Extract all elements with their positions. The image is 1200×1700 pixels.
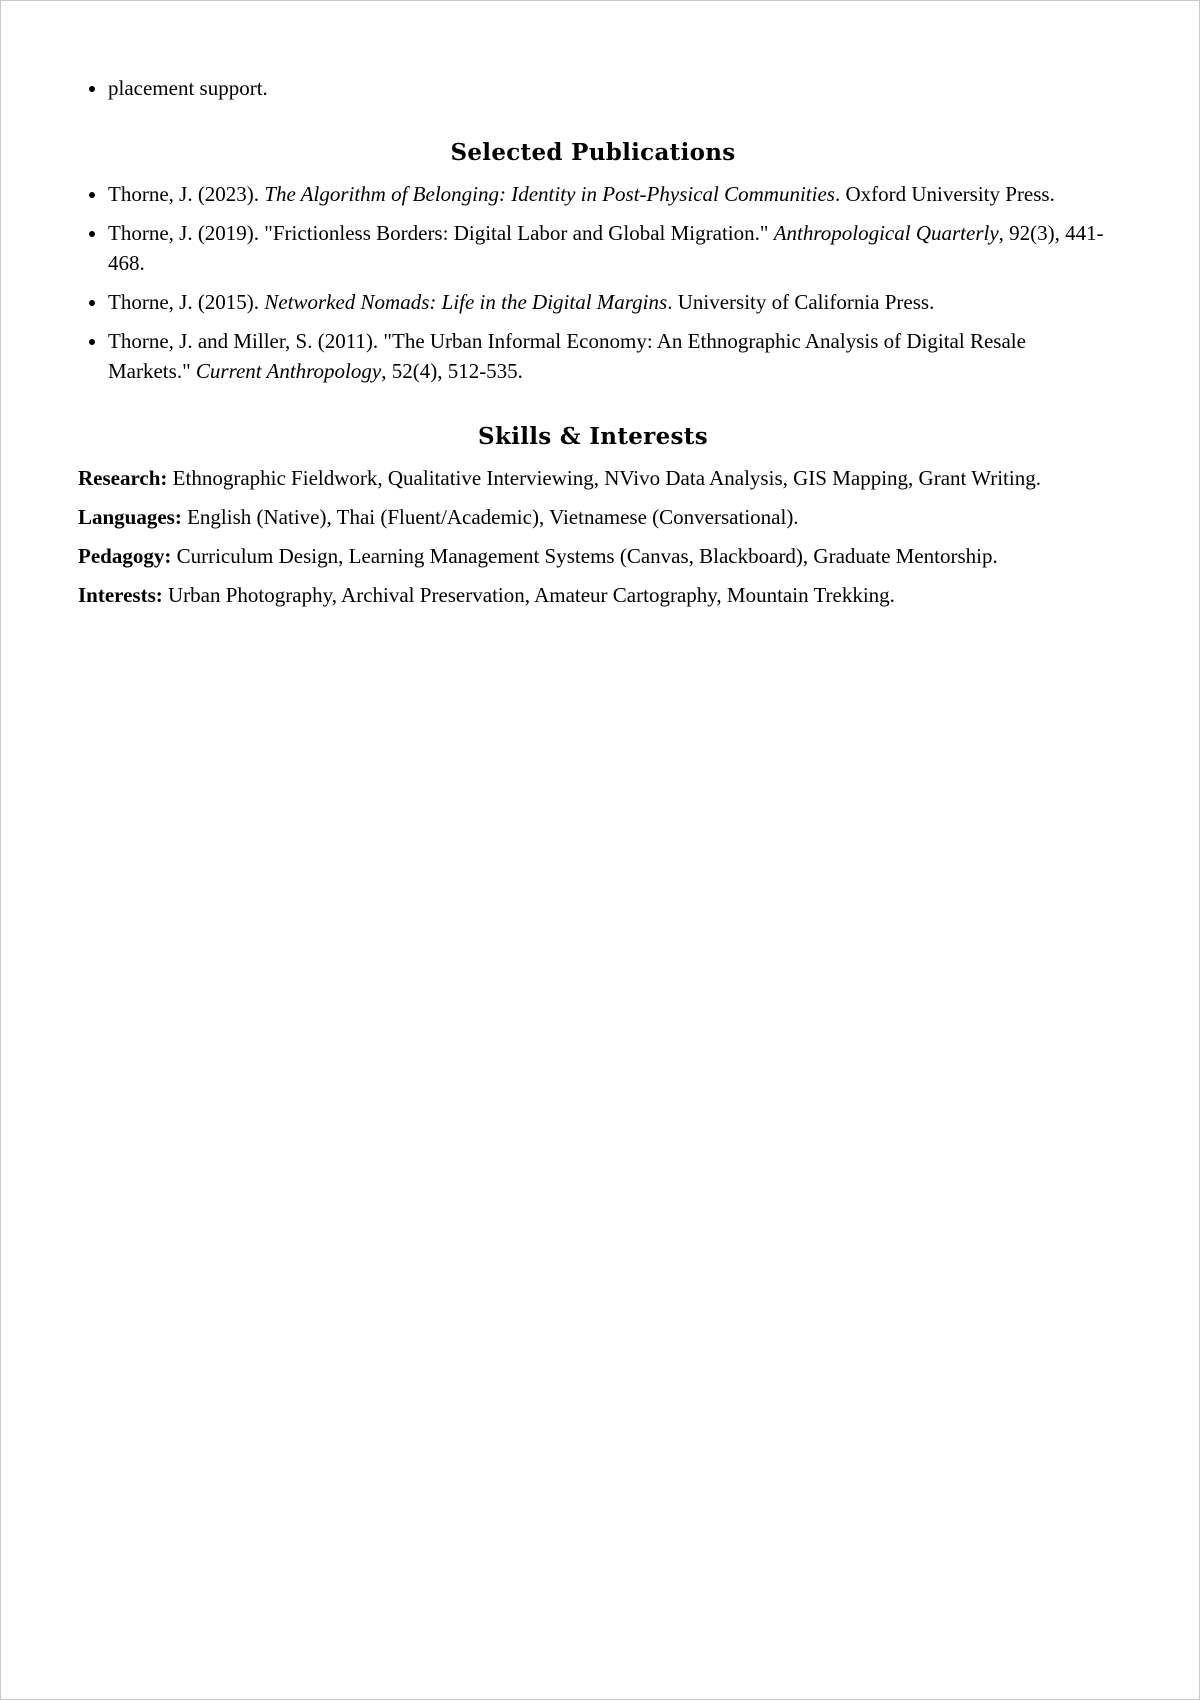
publication-item — [108, 179, 1108, 209]
citation-text: Thorne, J. and Miller, S. (2011). "The Urban Informal Economy: An Ethnographic Analysis of Digital Resale Markets." — [108, 329, 1026, 383]
publications-list — [78, 179, 1108, 386]
skill-line-languages — [78, 502, 1108, 532]
publication-item — [108, 326, 1108, 386]
citation-text: , 92(3), 441-468. — [108, 221, 1104, 275]
citation-title: Networked Nomads: Life in the Digital Margins — [264, 290, 668, 314]
publications-heading: Selected Publications — [450, 139, 736, 166]
list-item: • placement support. — [108, 73, 1108, 103]
skill-line-research — [78, 463, 1108, 493]
skill-line-pedagogy — [78, 541, 1108, 571]
citation-text: Thorne, J. (2023). — [108, 182, 265, 206]
citation-text: Thorne, J. (2015). — [108, 290, 265, 314]
skill-text: Curriculum Design, Learning Management Systems (Canvas, Blackboard), Graduate Mentorship. — [171, 544, 998, 568]
citation-title: Anthropological Quarterly — [773, 221, 999, 245]
skill-text: Urban Photography, Archival Preservation, Amateur Cartography, Mountain Trekking. — [162, 583, 895, 607]
publication-item — [108, 218, 1108, 278]
citation-title: The Algorithm of Belonging: Identity in Post-Physical Communities — [264, 182, 835, 206]
skill-label: Languages: — [78, 505, 182, 529]
citation-text: , 52(4), 512-535. — [381, 359, 523, 383]
skill-line-interests — [78, 580, 1108, 610]
continued-bullet-list — [78, 73, 1108, 103]
citation-text: . Oxford University Press. — [834, 182, 1055, 206]
document-content — [78, 73, 1108, 619]
skill-label: Interests: — [78, 583, 163, 607]
publication-item — [108, 287, 1108, 317]
skill-text: English (Native), Thai (Fluent/Academic), Vietnamese (Conversational). — [181, 505, 799, 529]
citation-title: Current Anthropology — [195, 359, 382, 383]
skill-text: Ethnographic Fieldwork, Qualitative Interviewing, NVivo Data Analysis, GIS Mapping, Grant Writing. — [167, 466, 1041, 490]
citation-text: Thorne, J. (2019). "Frictionless Borders: Digital Labor and Global Migration." — [108, 221, 774, 245]
skills-heading: Skills & Interests — [478, 423, 708, 450]
skill-label: Pedagogy: — [78, 544, 172, 568]
skills-section — [78, 463, 1108, 610]
citation-text: . University of California Press. — [667, 290, 935, 314]
skill-label: Research: — [78, 466, 168, 490]
